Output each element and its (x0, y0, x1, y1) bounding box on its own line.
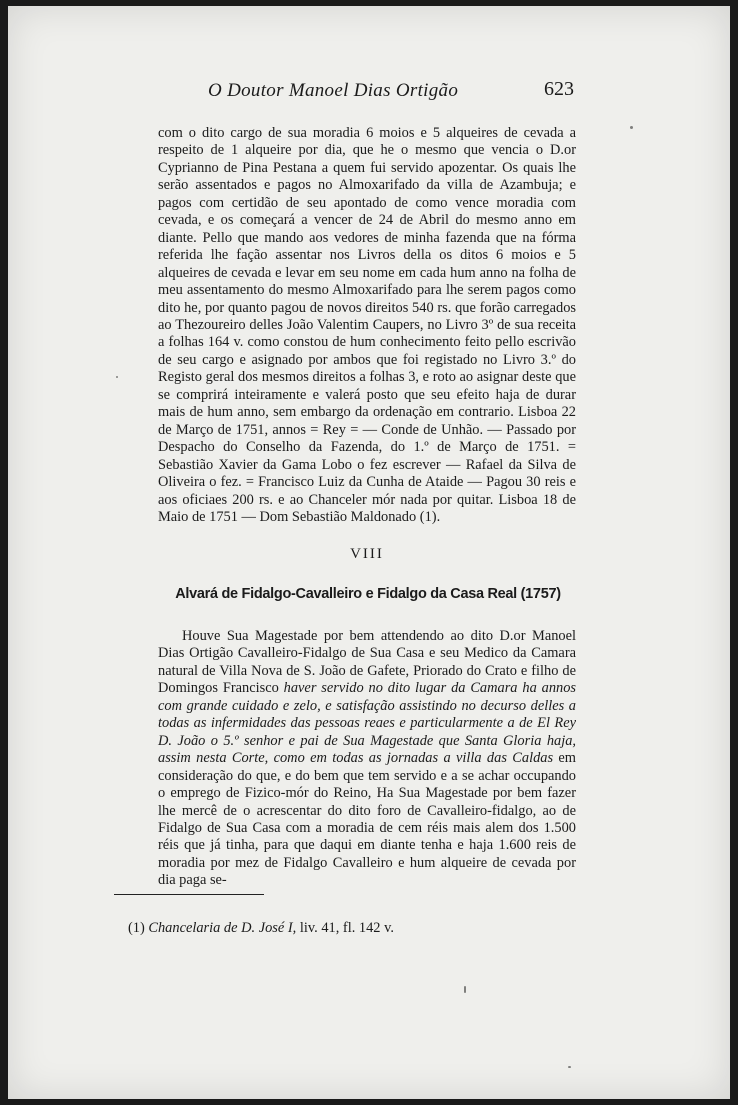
paragraph-2-text-b: em consideração do que, e do bem que tem servido e a se achar occupando o emprego de Fizico-mór do Reino, Ha Sua Magestade por bem fazer lhe mercê de o acrescentar do dito foro de Cavalleiro-fidalgo, ao de Fidalgo de Sua Casa com a moradia de cem réis mais alem dos 1.500 réis que já tinha, para que daqui em diante tenha e haja 1.600 reis de moradia por mez de Fidalgo Cavalleiro e hum alqueire de cevada por dia paga se- (158, 750, 576, 889)
paper-speck (464, 986, 466, 993)
paragraph-2-text-a: Houve Sua Magestade por bem attendendo ao dito D.or Manoel Dias Ortigão Cavalleiro-Fidalgo de Sua Casa e seu Medico da Camara natural de Villa Nova de S. João de Gafete, Priorado do Crato e filho de Domingos Francisco (158, 628, 576, 697)
paragraph-1: com o dito cargo de sua moradia 6 moios e 5 alqueires de cevada a respeito de 1 alqueire por dia, que he o mesmo que vencia o D.or Cyprianno de Pina Pestana a quem fui servido apozentar. Os quais lhe serão assentados e pagos no Almoxarifado da villa de Azambuja; e pagos com certidão de seu apontado de como vence moradia com cevada, e os começará a vencer de 24 de Abril do mesmo anno em diante. Pello que mando aos vedores de minha fazenda que na fórma referida lhe fação assentar nos Livros della os ditos 6 moios e 5 alqueires de cevada e levar em seu nome em cada hum anno na folha de meu assentamento do mesmo Almoxarifado para lhe serem pagos como dito he, por quanto pagou de novos direitos 540 rs. que forão carregados ao Thezoureiro delles João Valentim Caupers, no Livro 3º de sua receita a folhas 164 v. como constou de hum conhecimento feito pello escrivão de seu cargo e asignado por ambos que foi registado no Livro 3.º do Registo geral dos mesmos direitos a folhas 3, e roto ao asignar deste que se comprirá inteiramente e valerá posto que seu efeito haja de durar mais de hum anno, sem embargo da ordenação em contrario. Lisboa 22 de Março de 1751, annos = Rey = — Conde de Unhão. — Passado por Despacho do Conselho da Fazenda, do 1.º de Março de 1751. = Sebastião Xavier da Gama Lobo o fez escrever — Rafael da Silva de Oliveira o fez. = Francisco Luiz da Cunha de Ataide — Pagou 30 reis e aos oficiaes 200 rs. e ao Chanceler mór nada por quitar. Lisboa 18 de Maio de 1751 — Dom Sebastião Maldonado (1). (158, 125, 576, 525)
footnote-title: Chancelaria de D. José I, (148, 920, 297, 936)
document-page (8, 6, 730, 1099)
paragraph-2 (158, 628, 576, 890)
page-header (8, 80, 730, 110)
section-heading: Alvará de Fidalgo-Cavalleiro e Fidalgo da Casa Real (1757) (175, 586, 561, 602)
running-title: O Doutor Manoel Dias Ortigão (208, 80, 459, 101)
footnote (128, 920, 588, 937)
paper-speck (116, 376, 118, 378)
footnote-reference: liv. 41, fl. 142 v. (296, 920, 394, 936)
footnote-marker: (1) (128, 920, 145, 936)
page-number: 623 (544, 78, 574, 100)
footnote-rule (114, 894, 264, 895)
paragraph-2-italic: haver servido no dito lugar da Camara ha annos com grande cuidado e zelo, e satisfação assistindo no decurso delles a todas as infermidades das pessoas reaes e particularmente a de El Rey D. João o 5.º senhor e pai de Sua Magestade que Santa Gloria haja, assim nesta Corte, como em todas as jornadas a villa das Caldas (158, 680, 577, 767)
section-numeral: VIII (350, 546, 384, 562)
paper-speck (568, 1066, 571, 1068)
paper-speck (630, 126, 633, 129)
